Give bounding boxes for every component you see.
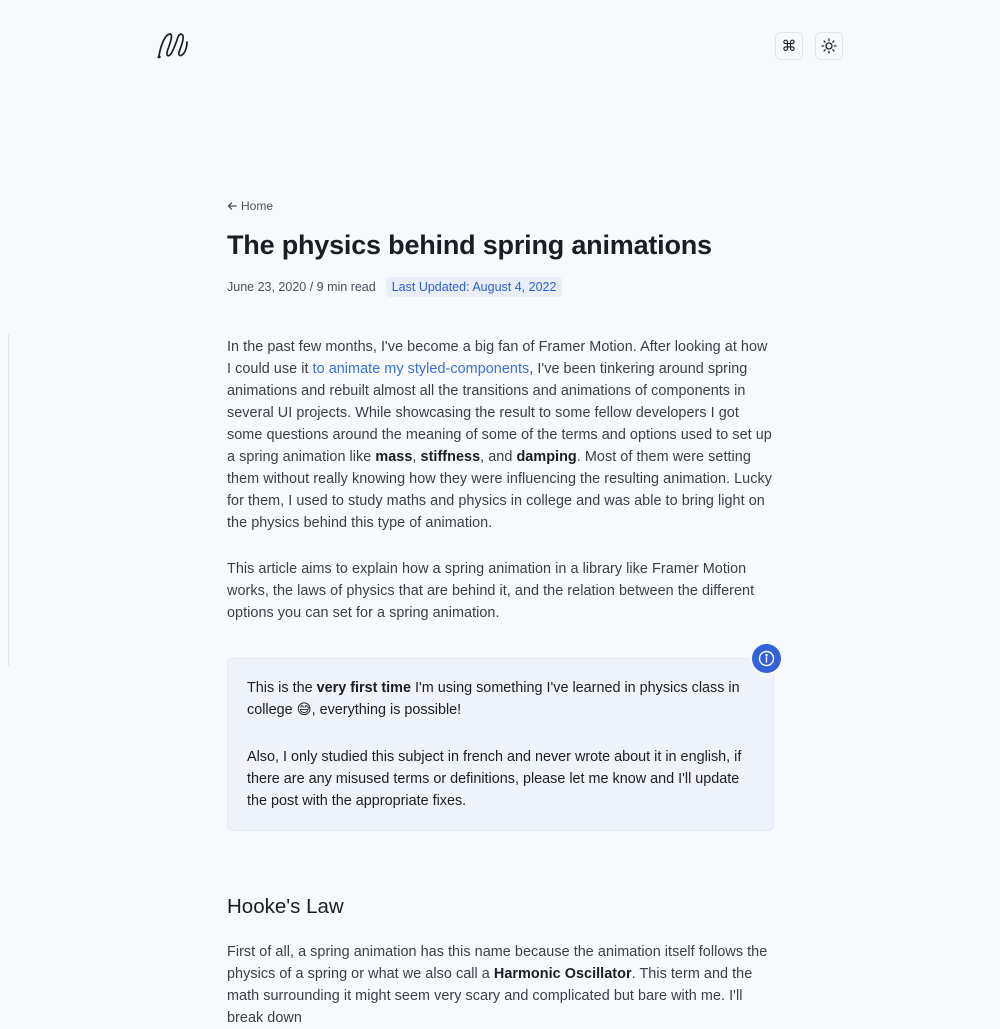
- aim-paragraph: This article aims to explain how a spring animation in a library like Framer Motion works, the laws of physics that are behind it, and the relation between the different options you can set for a spring animation.: [227, 561, 755, 621]
- brand-logo-icon[interactable]: [157, 31, 189, 59]
- callout-paragraph-1: [247, 677, 754, 721]
- command-icon: ⌘: [781, 36, 797, 55]
- text-span: In the past few months, I've become a big fan of Framer Motion. After looking at how I could use it: [227, 339, 768, 377]
- section-heading-hookes-law: Hooke's Law: [227, 895, 344, 918]
- article-meta: [227, 277, 562, 297]
- info-callout: [227, 658, 774, 831]
- emphasis: very first time: [316, 680, 411, 696]
- reading-progress-bar: [8, 334, 9, 666]
- term-mass: mass: [375, 449, 413, 465]
- text-span: First of all, a spring animation has this name because the animation itself follows the physics of a spring or what we also call a: [227, 944, 768, 982]
- text-span: , I've been tinkering around spring animations and rebuilt almost all the transitions and animations of components in several UI projects. While showcasing the result to some fellow developers I got some questions around the meaning of some of the terms and options used to set up a spring animation like: [227, 361, 772, 465]
- publish-date-read-time: June 23, 2020 / 9 min read: [227, 280, 376, 294]
- text-span: I'm using something I've learned in physics class in college 😅, everything is possible!: [247, 680, 740, 718]
- info-icon: [758, 650, 775, 667]
- back-home-link[interactable]: [227, 199, 273, 213]
- callout-paragraph-2: Also, I only studied this subject in french and never wrote about it in english, if there are any misused terms or definitions, please let me know and I'll update the post with the appropriate fixes.: [247, 749, 742, 809]
- styled-components-link[interactable]: to animate my styled-components: [312, 361, 530, 377]
- info-badge: [752, 644, 781, 673]
- article-title: The physics behind spring animations: [227, 230, 712, 260]
- term-harmonic-oscillator: Harmonic Oscillator: [493, 966, 632, 982]
- hookes-law-paragraph: [227, 941, 774, 1029]
- text-span: . Most of them were setting them without really knowing how they were influencing the resulting animation. Lucky for them, I used to study maths and physics in college and was able to bring light on the physics behind this type of animation.: [227, 449, 772, 531]
- sun-icon: [821, 38, 837, 54]
- text-span: This is the: [247, 680, 317, 696]
- text-span: ,: [412, 449, 421, 465]
- last-updated-badge: Last Updated: August 4, 2022: [386, 277, 563, 297]
- term-stiffness: stiffness: [420, 449, 481, 465]
- text-span: . This term and the math surrounding it might seem very scary and complicated but bare with me. I'll break down: [227, 966, 753, 1026]
- term-damping: damping: [516, 449, 577, 465]
- command-menu-button[interactable]: [775, 32, 803, 60]
- back-home-label: Home: [241, 199, 274, 213]
- theme-toggle-button[interactable]: [815, 32, 843, 60]
- text-span: , and: [480, 449, 517, 465]
- arrow-left-icon: [227, 201, 237, 211]
- intro-paragraph: [227, 336, 774, 534]
